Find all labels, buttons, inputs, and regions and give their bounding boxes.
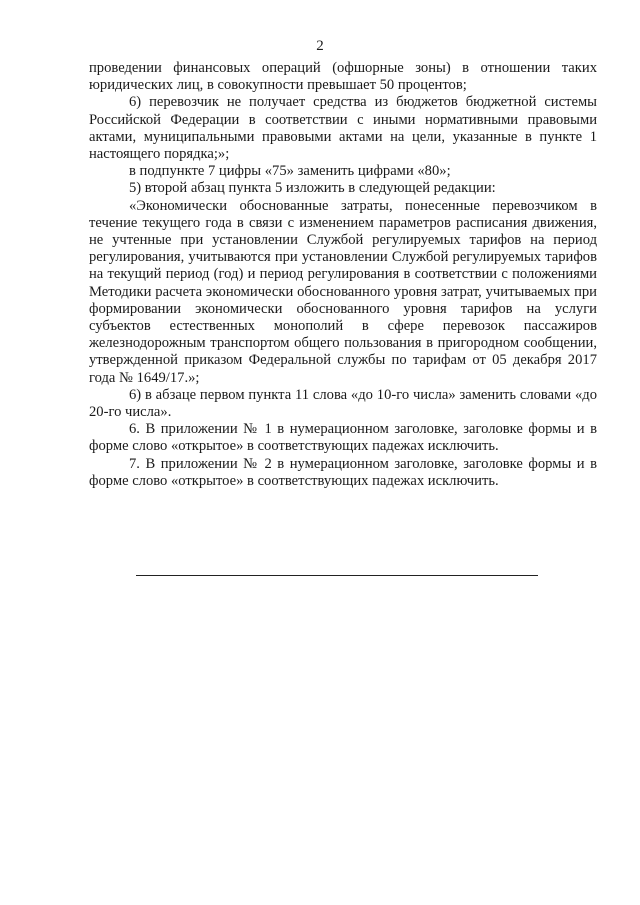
paragraph-appendix-1: 6. В приложении № 1 в нумерационном заголовке, заголовке формы и в форме слово «открытое» в соответствующих падежах исключить.: [89, 421, 597, 455]
paragraph-item-6-carrier: 6) перевозчик не получает средства из бюджетов бюджетной системы Российской Федерации в соответствии с иными нормативными правовыми актами, муниципальными правовыми актами на цели, указанные в пункте 1 настоящего порядка;»;: [89, 94, 597, 163]
paragraph-item-5-header: 5) второй абзац пункта 5 изложить в следующей редакции:: [129, 180, 496, 197]
paragraph-appendix-2: 7. В приложении № 2 в нумерационном заголовке, заголовке формы и в форме слово «открытое» в соответствующих падежах исключить.: [89, 455, 597, 489]
end-divider-line: [136, 575, 538, 576]
paragraph-item-6-point-11: 6) в абзаце первом пункта 11 слова «до 10-го числа» заменить словами «до 20-го числа».: [89, 386, 597, 421]
document-body: [89, 60, 597, 490]
paragraph-quoted-text: «Экономически обоснованные затраты, понесенные перевозчиком в течение текущего года в связи с изменением параметров расписания движения, не учтенные при установлении Службой регулируемых тарифов на период регулирования, учитываются при установлении Службой регулируемых тарифов на текущий период (год) и период регулирования в соответствии с положениями Методики расчета экономически обоснованного уровня затрат, учитываемых при формировании экономически обоснованного уровня тарифов на услуги субъектов естественных монополий в сфере перевозок пассажиров железнодорожным транспортом общего пользования в пригородном сообщении, утвержденной приказом Федеральной службы по тарифам от 05 декабря 2017 года № 1649/17.»;: [89, 197, 597, 386]
page-number: 2: [316, 38, 324, 54]
paragraph-subitem-7: в подпункте 7 цифры «75» заменить цифрами «80»;: [129, 163, 451, 180]
paragraph-continuation: проведении финансовых операций (офшорные зоны) в отношении таких юридических лиц, в совокупности превышает 50 процентов;: [89, 60, 597, 94]
